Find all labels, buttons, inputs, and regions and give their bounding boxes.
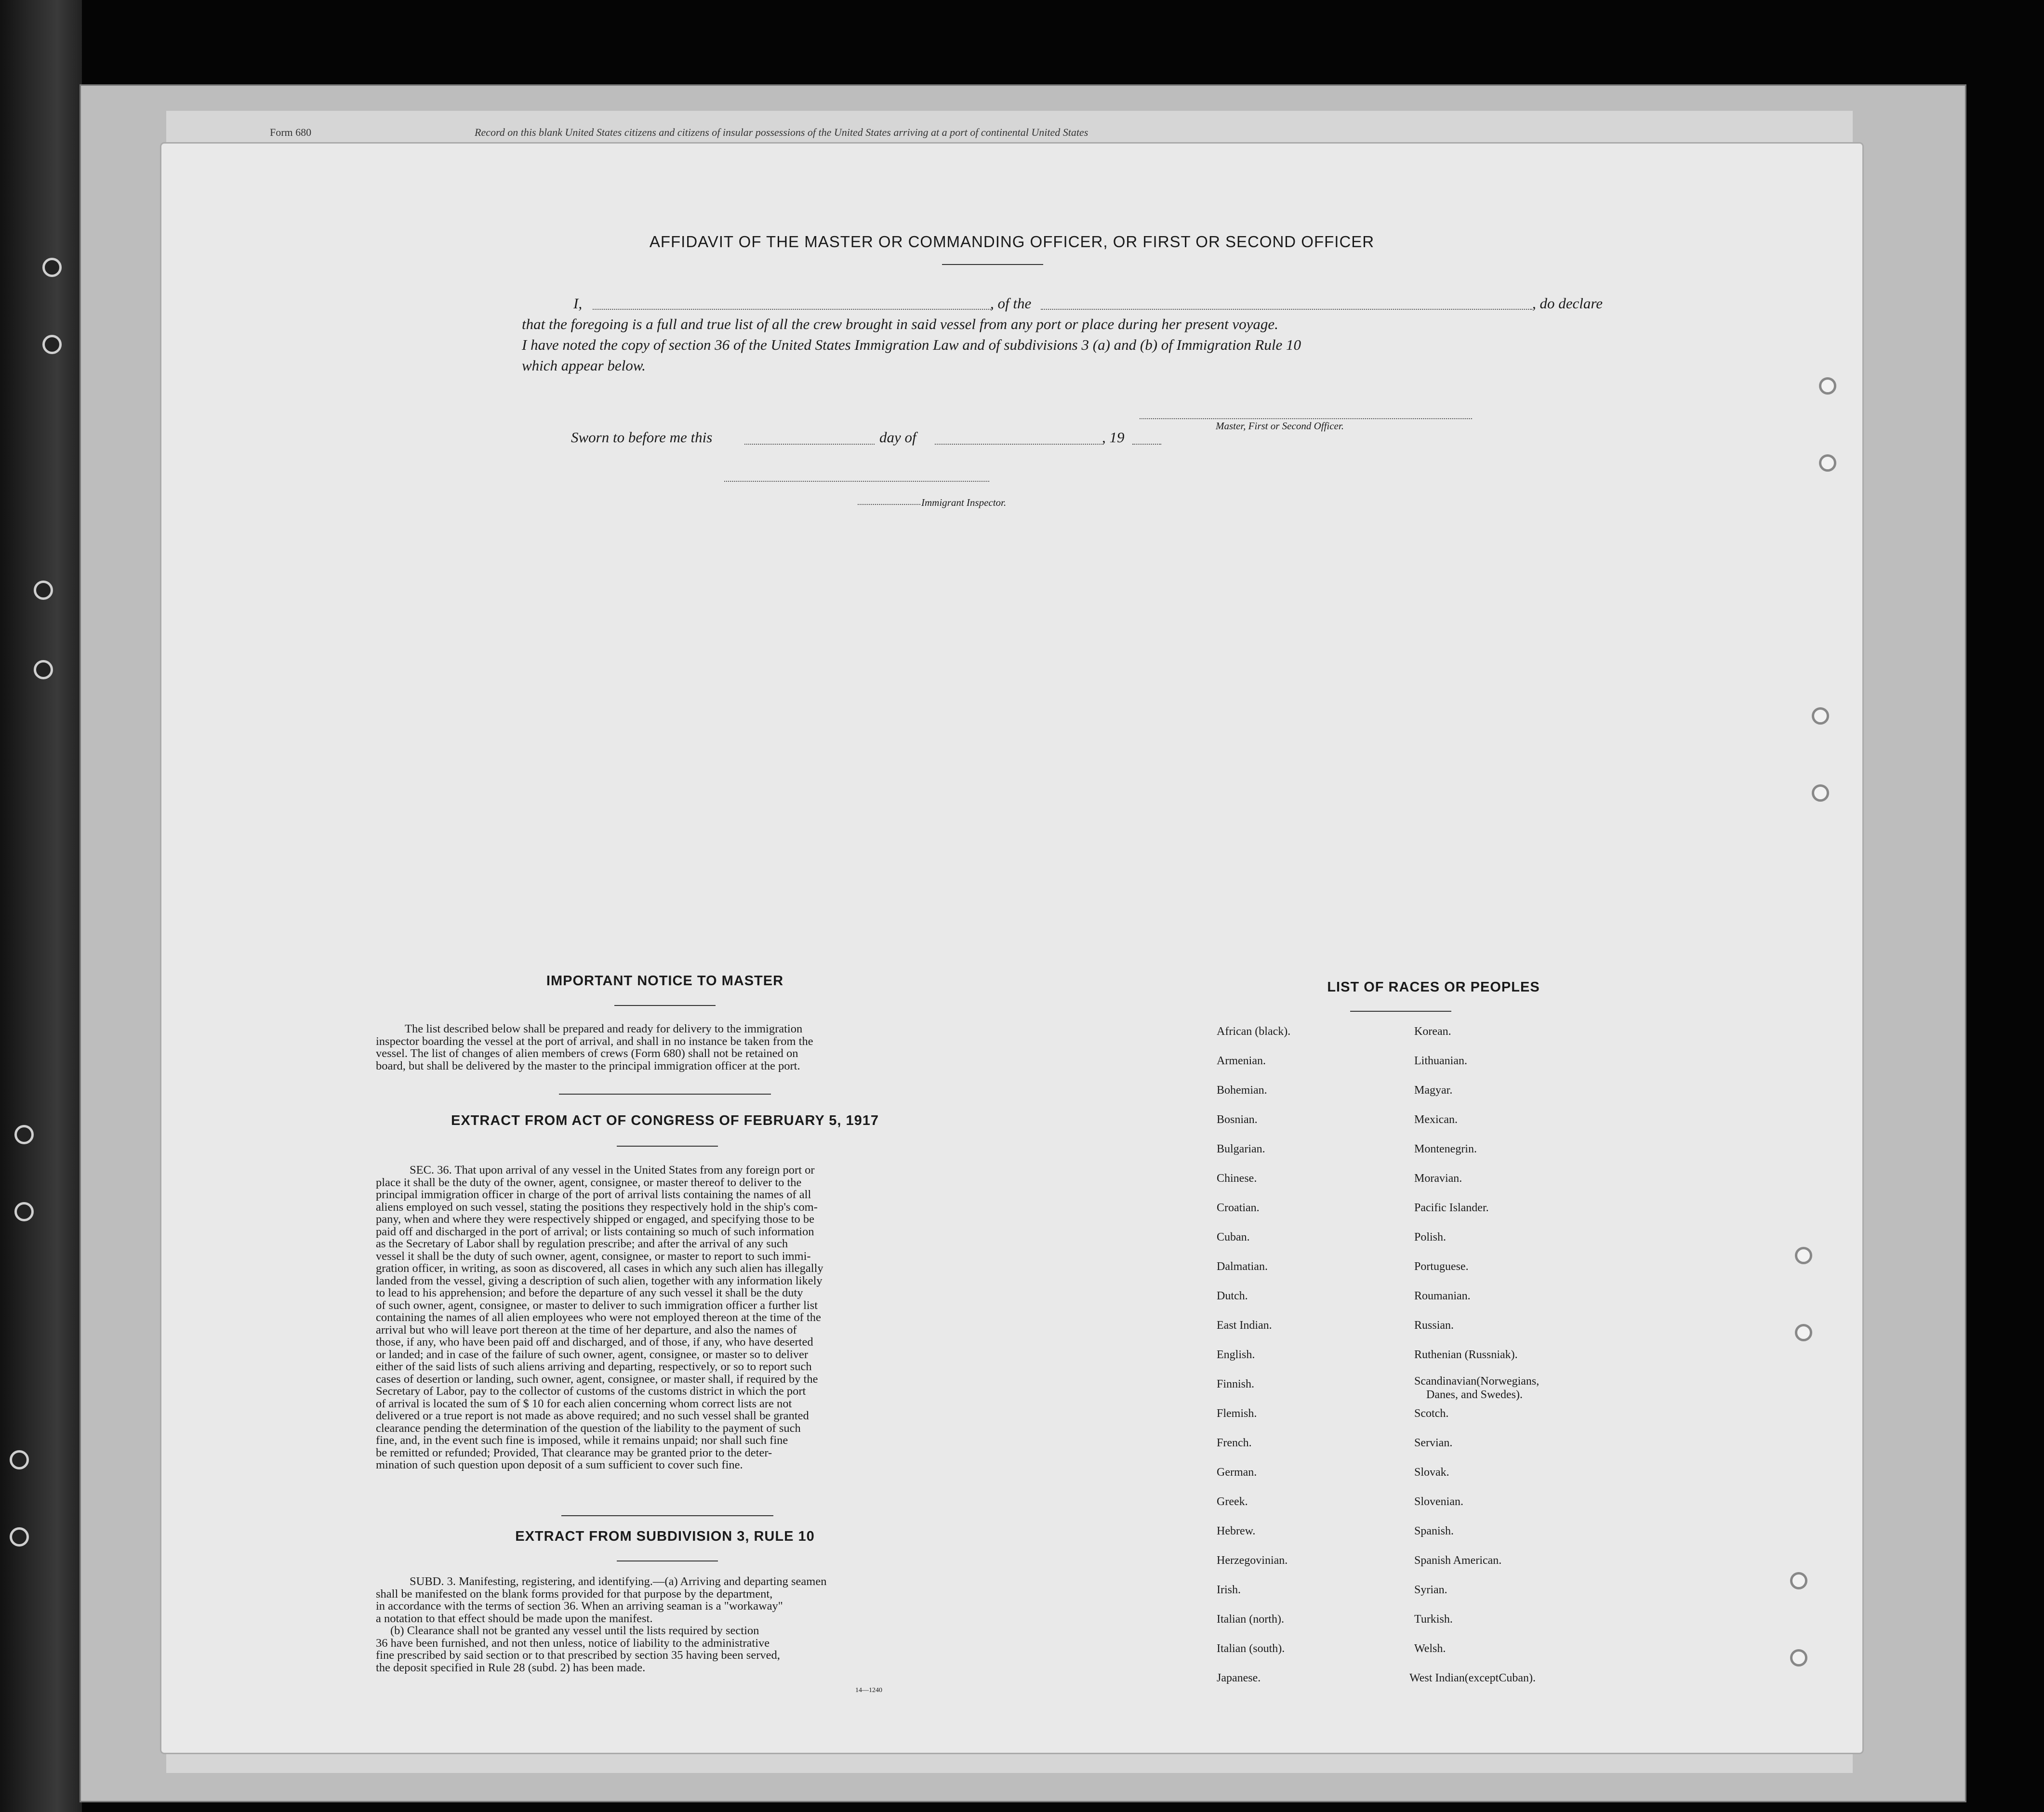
races-rule: [1350, 1011, 1451, 1012]
act-line: those, if any, who have been paid off and discharged, and of those, if any, who have deserted: [376, 1336, 813, 1349]
affidavit-line-4: which appear below.: [522, 357, 646, 374]
race-item: Syrian.: [1414, 1584, 1447, 1596]
name-blank: [593, 309, 993, 310]
race-item: Dalmatian.: [1217, 1260, 1268, 1273]
race-item: Welsh.: [1414, 1642, 1446, 1655]
race-item: German.: [1217, 1466, 1257, 1479]
race-item: Ruthenian (Russniak).: [1414, 1349, 1518, 1361]
race-item: Japanese.: [1217, 1672, 1261, 1684]
race-item: Hebrew.: [1217, 1525, 1256, 1537]
race-item: Slovenian.: [1414, 1495, 1463, 1508]
sworn-day-blank: [744, 444, 875, 445]
sheet-hole: [1812, 707, 1829, 725]
act-line: as the Secretary of Labor shall by regulation prescribe; and after the arrival of any such: [376, 1237, 788, 1250]
rule-line: fine prescribed by said section or to that prescribed by section 35 having been served,: [376, 1649, 780, 1662]
race-item: African (black).: [1217, 1025, 1291, 1038]
binder-hole: [10, 1450, 29, 1469]
binder-hole: [34, 581, 53, 600]
rule-line: (b) Clearance shall not be granted any vessel until the lists required by section: [390, 1624, 759, 1637]
race-item: Armenian.: [1217, 1055, 1266, 1067]
act-line: be remitted or refunded; Provided, That clearance may be granted prior to the deter-: [376, 1446, 772, 1459]
act-line: vessel it shall be the duty of such owner, agent, consignee, or master to report to such immi-: [376, 1249, 811, 1263]
act-rule: [617, 1146, 718, 1147]
act-line: of arrival is located the sum of $ 10 for each alien concerning whom correct lists are not: [376, 1397, 792, 1410]
race-item: Scandinavian(Norwegians,: [1414, 1375, 1540, 1388]
year-label: , 19: [1102, 429, 1125, 446]
binder-hole: [10, 1527, 29, 1547]
sheet-hole: [1812, 784, 1829, 802]
race-item: Moravian.: [1414, 1172, 1462, 1185]
section-divider: [561, 1515, 773, 1516]
race-item: Chinese.: [1217, 1172, 1257, 1185]
act-line: SEC. 36. That upon arrival of any vessel in the United States from any foreign port or: [410, 1164, 815, 1177]
month-blank: [935, 444, 1103, 445]
rule-line: 36 have been furnished, and not then unless, notice of liability to the administrative: [376, 1636, 770, 1650]
races-title: LIST OF RACES OR PEOPLES: [1327, 979, 1540, 995]
race-item: Danes, and Swedes).: [1426, 1389, 1523, 1401]
sheet-hole: [1819, 377, 1836, 395]
inspector-signature-line: [724, 481, 989, 482]
act-line: arrival but who will leave port thereon at the time of her departure, and also the names of: [376, 1323, 797, 1336]
race-item: Bosnian.: [1217, 1113, 1258, 1126]
race-item: Flemish.: [1217, 1407, 1257, 1420]
race-item: Spanish.: [1414, 1525, 1454, 1537]
act-line: Secretary of Labor, pay to the collector of customs of the customs district in which the port: [376, 1385, 806, 1398]
notice-paragraph: [376, 1023, 966, 1072]
notice-title: IMPORTANT NOTICE TO MASTER: [546, 973, 784, 989]
race-item: Polish.: [1414, 1231, 1447, 1243]
race-item: West Indian(exceptCuban).: [1409, 1672, 1536, 1684]
rule-paragraph: [376, 1575, 966, 1674]
sheet-hole: [1790, 1649, 1807, 1667]
header-fragment: Record on this blank United States citizens and citizens of insular possessions of the United States arriving at a port of continental United States: [475, 126, 1088, 138]
rule-line: shall be manifested on the blank forms provided for that purpose by the department,: [376, 1587, 773, 1600]
race-item: Spanish American.: [1414, 1554, 1502, 1567]
master-signature-line: [1140, 418, 1472, 419]
act-line: or landed; and in case of the failure of such owner, agent, consignee, or master so to deliver: [376, 1348, 809, 1361]
race-item: Herzegovinian.: [1217, 1554, 1288, 1567]
sheet-hole: [1795, 1324, 1812, 1341]
binder-hole: [42, 335, 62, 354]
race-item: Lithuanian.: [1414, 1055, 1467, 1067]
rule-line: SUBD. 3. Manifesting, registering, and identifying.—(a) Arriving and departing seamen: [410, 1575, 827, 1588]
master-label: Master, First or Second Officer.: [1216, 420, 1344, 432]
act-line: gration officer, in writing, as soon as discovered, all cases in which any such alien has illegally: [376, 1262, 823, 1275]
affidavit-title: AFFIDAVIT OF THE MASTER OR COMMANDING OFFICER, OR FIRST OR SECOND OFFICER: [649, 233, 1375, 251]
act-line: clearance pending the determination of the question of the liability to the payment of such: [376, 1421, 801, 1435]
act-line: mination of such question upon deposit of a sum sufficient to cover such fine.: [376, 1458, 743, 1471]
act-line: cases of desertion or landing, such owner, agent, consignee, or master shall, if required by the: [376, 1372, 818, 1386]
race-item: Cuban.: [1217, 1231, 1250, 1243]
affidavit-line-2: that the foregoing is a full and true list of all the crew brought in said vessel from any port or place during her present voyage.: [522, 316, 1278, 332]
notice-line: vessel. The list of changes of alien members of crews (Form 680) shall not be retained on: [376, 1047, 798, 1060]
act-line: pany, when and where they were respectively shipped or engaged, and specifying those to be: [376, 1213, 815, 1226]
race-item: Mexican.: [1414, 1113, 1458, 1126]
act-line: to lead to his apprehension; and before the departure of any such vessel it shall be the duty: [376, 1286, 803, 1299]
inspector-lead-line: [858, 504, 920, 505]
act-line: either of the said lists of such aliens arriving and departing, respectively, or so to report such: [376, 1360, 812, 1373]
race-item: Roumanian.: [1414, 1290, 1471, 1302]
act-line: paid off and discharged in the port of arrival; or lists containing so much of such information: [376, 1225, 814, 1238]
race-item: Croatian.: [1217, 1202, 1260, 1214]
notice-line: The list described below shall be prepared and ready for delivery to the immigration: [405, 1022, 803, 1035]
rule-extract-title: EXTRACT FROM SUBDIVISION 3, RULE 10: [515, 1529, 815, 1544]
form-label: Form 680: [270, 126, 312, 138]
vessel-blank: [1041, 309, 1532, 310]
act-line: delivered or a true report is not made as above required; and no such vessel shall be granted: [376, 1409, 809, 1422]
binder-strip: [0, 0, 82, 1812]
affidavit-do-declare: , do declare: [1532, 295, 1603, 312]
sheet-hole: [1795, 1247, 1812, 1264]
race-item: Bulgarian.: [1217, 1143, 1265, 1155]
act-line: landed from the vessel, giving a description of such alien, together with any information likely: [376, 1274, 823, 1287]
race-item: Portuguese.: [1414, 1260, 1469, 1273]
race-item: Italian (north).: [1217, 1613, 1284, 1626]
act-line: place it shall be the duty of the owner, agent, consignee, or master thereof to deliver to the: [376, 1176, 802, 1189]
notice-line: board, but shall be delivered by the master to the principal immigration officer at the port.: [376, 1059, 800, 1072]
race-item: Dutch.: [1217, 1290, 1248, 1302]
sworn-label: Sworn to before me this: [571, 429, 713, 446]
form-sheet: [161, 144, 1862, 1753]
race-item: Irish.: [1217, 1584, 1241, 1596]
race-item: Greek.: [1217, 1495, 1248, 1508]
notice-line: inspector boarding the vessel at the port of arrival, and shall in no instance be taken from the: [376, 1034, 813, 1048]
sheet-hole: [1790, 1572, 1807, 1589]
rule-line: a notation to that effect should be made upon the manifest.: [376, 1612, 653, 1625]
binder-hole: [14, 1125, 34, 1144]
act-line: principal immigration officer in charge of the port of arrival lists containing the names of all: [376, 1188, 811, 1201]
year-blank: [1132, 444, 1161, 445]
binder-hole: [42, 258, 62, 277]
rule-line: in accordance with the terms of section 36. When an arriving seaman is a "workaway": [376, 1600, 783, 1613]
race-item: Scotch.: [1414, 1407, 1449, 1420]
binder-hole: [14, 1202, 34, 1221]
affidavit-i: I,: [573, 295, 583, 312]
race-item: Russian.: [1414, 1319, 1454, 1332]
race-item: Slovak.: [1414, 1466, 1449, 1479]
section-divider: [559, 1094, 771, 1095]
act-line: containing the names of all alien employees who were not employed thereon at the time of the: [376, 1311, 821, 1324]
act-line: aliens employed on such vessel, stating the positions they respectively hold in the ship's com-: [376, 1200, 818, 1214]
sheet-hole: [1819, 454, 1836, 472]
notice-rule: [614, 1005, 716, 1006]
act-line: of such owner, agent, consignee, or master to deliver to such immigration officer a further list: [376, 1298, 818, 1312]
act-extract-title: EXTRACT FROM ACT OF CONGRESS OF FEBRUARY 5, 1917: [451, 1113, 879, 1128]
race-item: English.: [1217, 1349, 1255, 1361]
race-item: Bohemian.: [1217, 1084, 1267, 1097]
form-number: 14—1240: [855, 1687, 882, 1694]
race-item: Pacific Islander.: [1414, 1202, 1489, 1214]
day-of-label: day of: [879, 429, 916, 446]
race-item: French.: [1217, 1437, 1252, 1449]
act-line: fine, and, in the event such fine is imposed, while it remains unpaid; nor shall such fine: [376, 1434, 788, 1447]
rule-line: the deposit specified in Rule 28 (subd. 2) has been made.: [376, 1661, 646, 1674]
act-paragraph: [376, 1164, 966, 1471]
binder-hole: [34, 660, 53, 679]
inspector-label: Immigrant Inspector.: [921, 497, 1007, 508]
race-item: Korean.: [1414, 1025, 1451, 1038]
race-item: Servian.: [1414, 1437, 1453, 1449]
title-rule: [942, 264, 1043, 265]
race-item: East Indian.: [1217, 1319, 1272, 1332]
race-item: Magyar.: [1414, 1084, 1453, 1097]
race-item: Turkish.: [1414, 1613, 1453, 1626]
affidavit-line-3: I have noted the copy of section 36 of the United States Immigration Law and of subdivisions 3 (a) and (b) of Immigration Rule 10: [522, 336, 1301, 353]
race-item: Finnish.: [1217, 1378, 1255, 1390]
affidavit-of-the: , of the: [990, 295, 1032, 312]
race-item: Italian (south).: [1217, 1642, 1285, 1655]
race-item: Montenegrin.: [1414, 1143, 1477, 1155]
